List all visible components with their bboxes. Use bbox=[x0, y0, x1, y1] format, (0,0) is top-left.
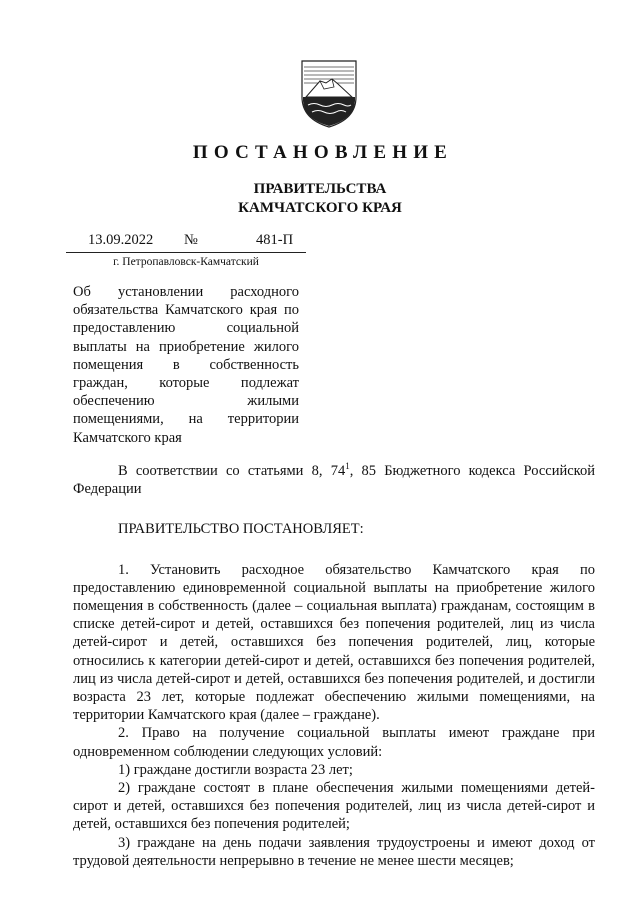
document-body bbox=[73, 462, 595, 870]
preamble-superscript: 1 bbox=[345, 461, 350, 472]
condition-3: 3) граждане на день подачи заявления трудоустроены и имеют доход от трудовой деятельности непрерывно в течение не менее шести месяцев; bbox=[73, 834, 595, 869]
document-title: ПОСТАНОВЛЕНИЕ bbox=[192, 142, 454, 163]
preamble-text: В соответствии со статьями 8, 74 bbox=[118, 463, 346, 479]
date-number-row bbox=[66, 232, 306, 253]
authority-line-2: КАМЧАТСКОГО КРАЯ bbox=[238, 200, 402, 216]
preamble bbox=[73, 462, 595, 498]
document-number: 481-П bbox=[256, 232, 294, 248]
paragraph-1: 1. Установить расходное обязательство Камчатского края по предоставлению единовременной социальной выплаты на приобретение жилого помещения в собственность (далее – социальная выплата) гражданам, состоящим в списке детей-сирот и детей, оставшихся без попечения родителей, лиц из числа детей-сирот и детей, оставшихся без попечения родителей, лиц, которые относились к категории детей-сирот и детей, оставшихся без попечения родителей, лиц из числа детей-сирот и детей, оставшихся без попечения родителей, и достигли возраста 23 лет, которые подлежат обеспечению жилыми помещениями, на территории Камчатского края (далее – граждане). bbox=[73, 561, 595, 724]
preamble-text-end: , 85 Бюджетного кодекса Российской Федерации bbox=[73, 463, 595, 498]
document-subject: Об установлении расходного обязательства Камчатского края по предоставлению социальной выплаты на приобретение жилого помещения в собственность граждан, которые подлежат обеспечению жилыми помещениями, на территории Камчатского края bbox=[73, 284, 299, 446]
condition-2: 2) граждане состоят в плане обеспечения жилыми помещениями детей-сирот и детей, оставшихся без попечения родителей, лиц из числа детей-сирот и детей, оставшихся без попечения родителей; bbox=[73, 780, 595, 833]
document-meta bbox=[66, 232, 306, 268]
condition-1: 1) граждане достигли возраста 23 лет; bbox=[118, 761, 353, 778]
document-date: 13.09.2022 bbox=[88, 232, 154, 248]
number-sign: № bbox=[184, 232, 198, 248]
issue-city: г. Петропавловск-Камчатский bbox=[113, 256, 259, 268]
coat-of-arms-emblem bbox=[298, 57, 360, 129]
authority-line-1: ПРАВИТЕЛЬСТВА bbox=[253, 181, 387, 197]
issuing-authority bbox=[0, 180, 640, 218]
paragraph-2: 2. Право на получение социальной выплаты имеют граждане при одновременном соблюдении следующих условий: bbox=[73, 725, 595, 760]
decree-line: ПРАВИТЕЛЬСТВО ПОСТАНОВЛЯЕТ: bbox=[118, 521, 364, 538]
